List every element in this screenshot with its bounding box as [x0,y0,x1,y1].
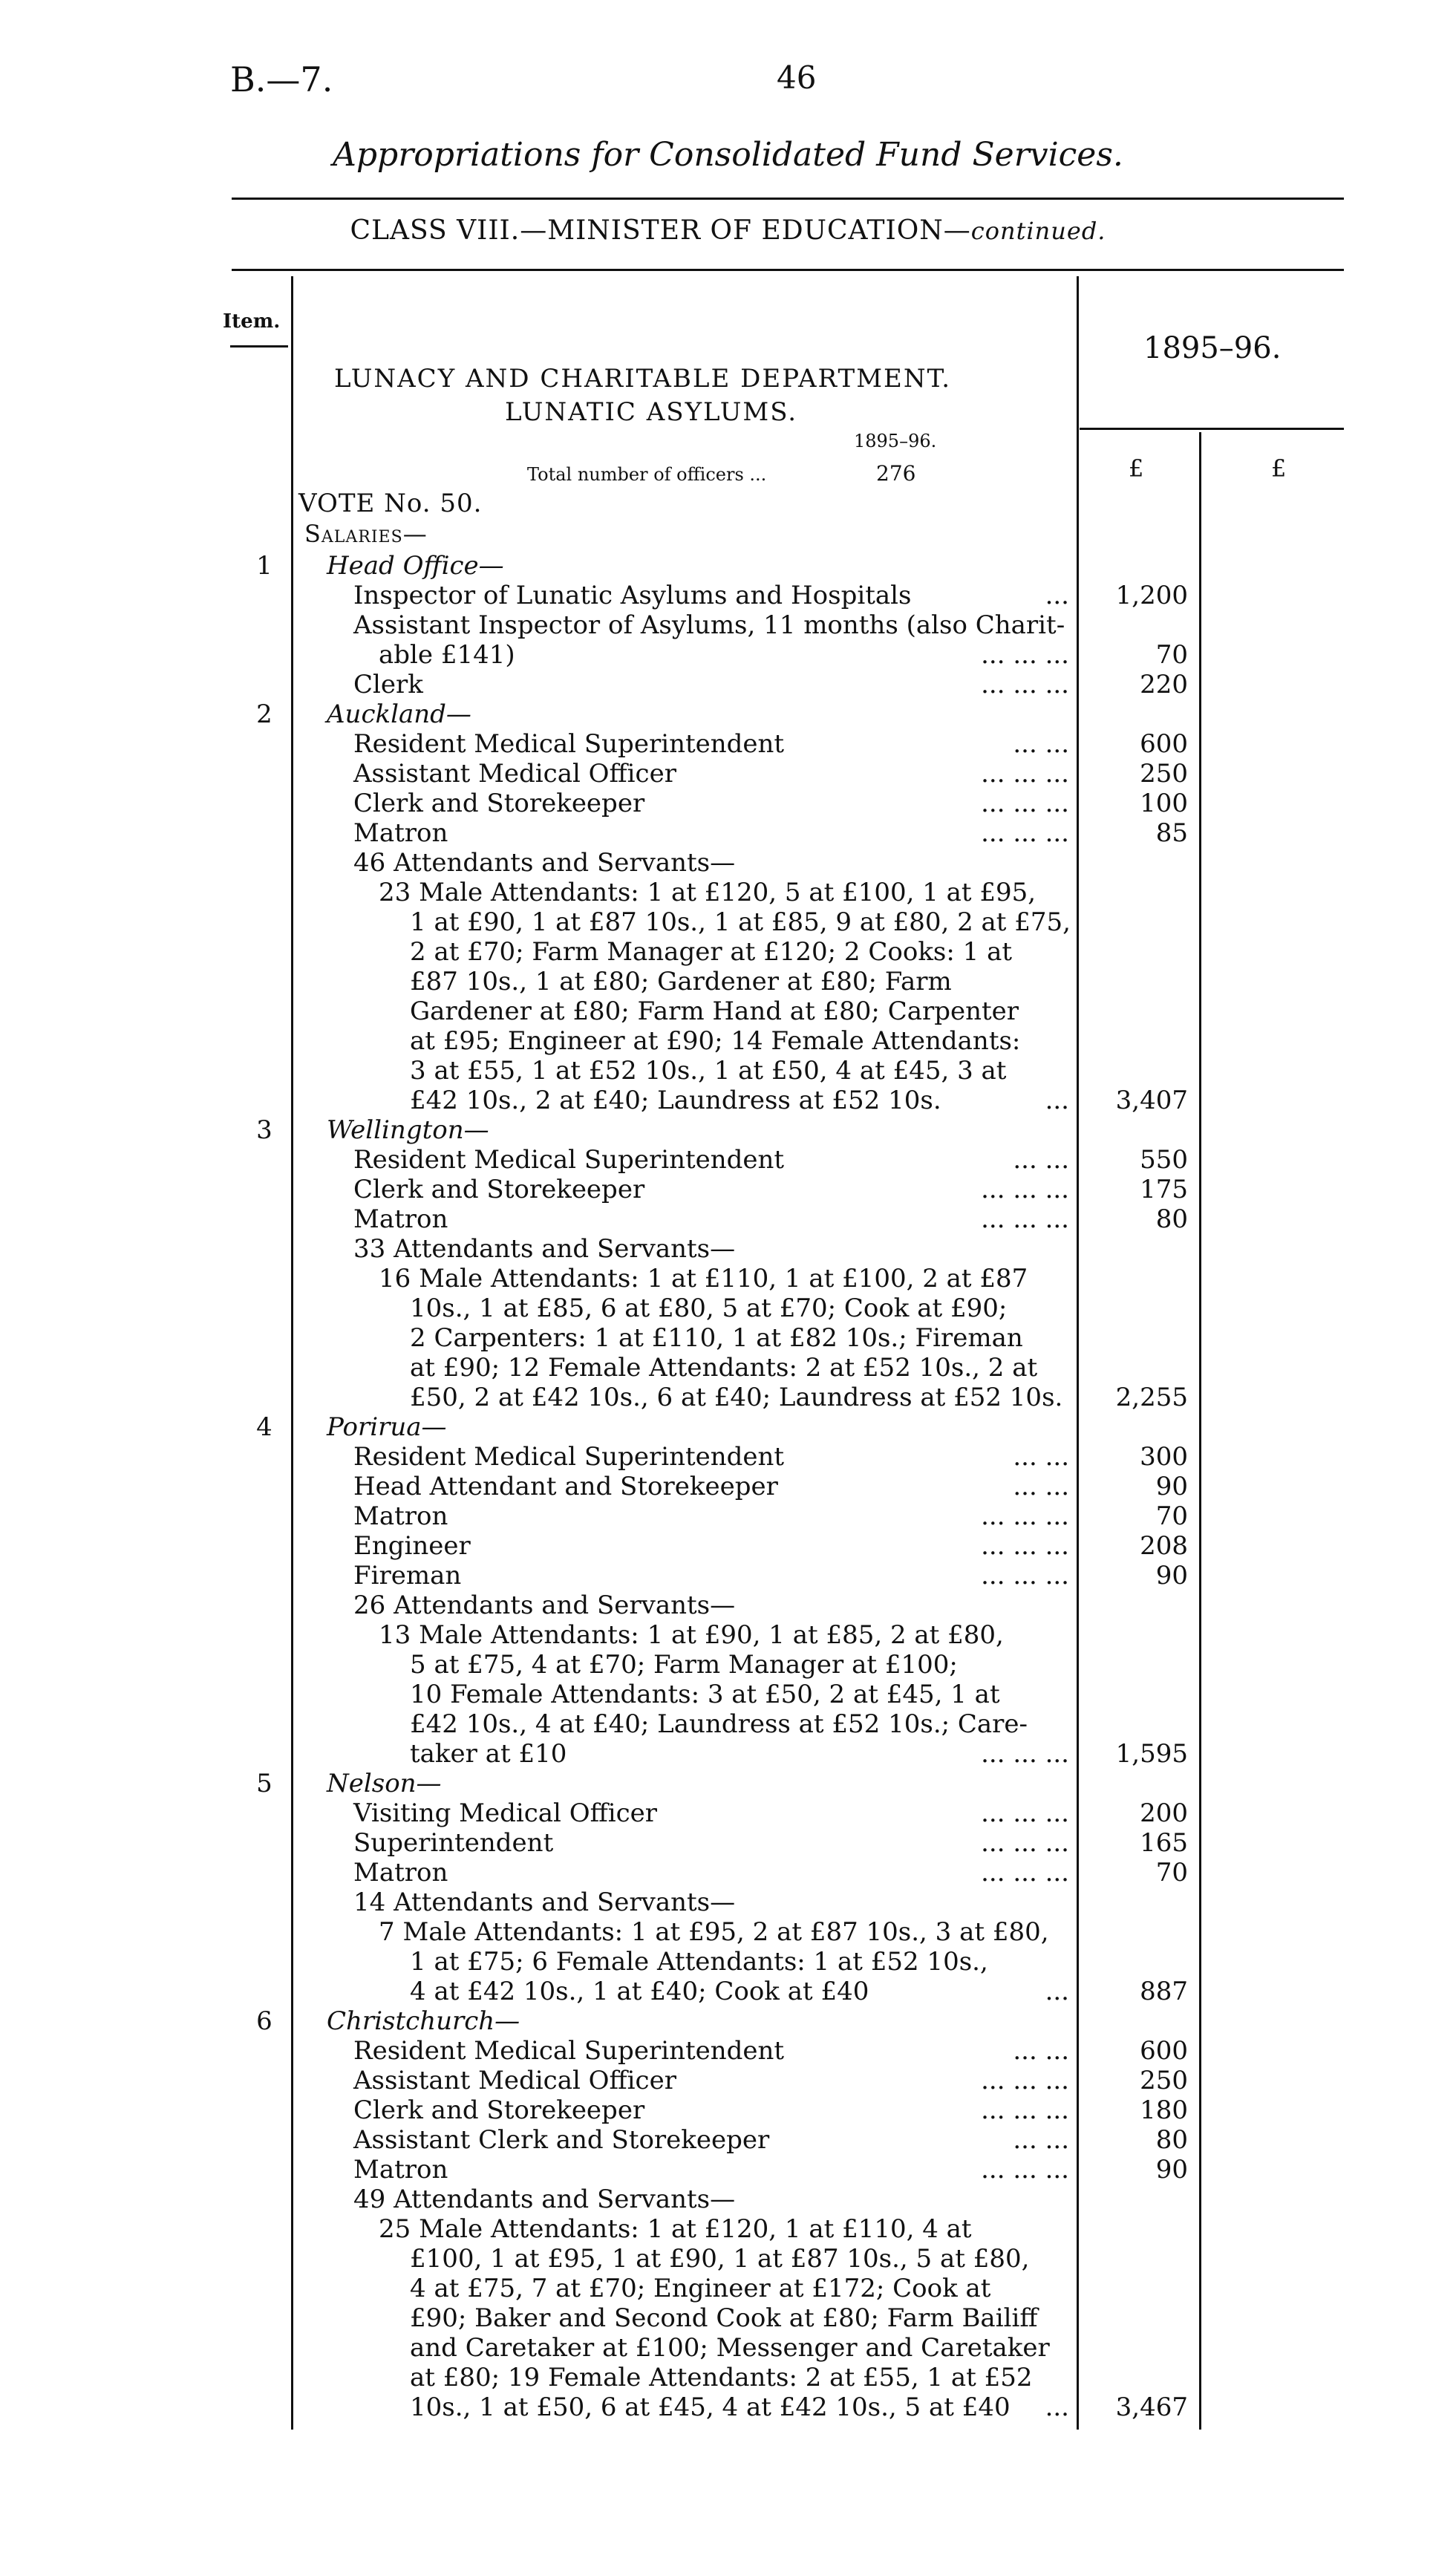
line-item-amount: 85 [1155,818,1188,848]
line-item-description: Assistant Clerk and Storekeeper [353,2125,770,2155]
line-item-row [0,1917,1456,1947]
line-item-amount: 70 [1155,1858,1188,1888]
currency-header-1: £ [1129,454,1144,483]
line-item-amount: 208 [1140,1531,1188,1561]
line-item-description: 33 Attendants and Servants— [353,1234,736,1264]
line-item-amount: 80 [1155,2125,1188,2155]
leader-dots: ... ... ... [981,2095,1069,2125]
line-item-row [0,1531,1456,1561]
line-item-row [0,1561,1456,1591]
currency-header-2: £ [1271,454,1287,483]
line-item-row [0,670,1456,699]
asylum-heading: Nelson— [327,1769,442,1798]
line-item-description: 2 Carpenters: 1 at £110, 1 at £82 10s.; Fireman [410,1323,1023,1353]
leader-dots: ... ... [1013,2036,1069,2066]
line-item-description: Clerk and Storekeeper [353,789,645,818]
page-number: 46 [777,59,817,96]
document-code: B.—7. [230,59,333,99]
leader-dots: ... ... ... [981,1739,1069,1769]
line-item-row [0,789,1456,818]
line-item-description: 2 at £70; Farm Manager at £120; 2 Cooks: 1 at [410,937,1013,967]
leader-dots: ... ... [1013,2125,1069,2155]
line-item-description: at £95; Engineer at £90; 14 Female Attendants: [410,1026,1021,1056]
line-item-description: 10s., 1 at £85, 6 at £80, 5 at £70; Cook at £90; [410,1293,1008,1323]
line-item-amount: 100 [1140,789,1188,818]
line-item-description: 5 at £75, 4 at £70; Farm Manager at £100; [410,1650,958,1680]
item-number: 3 [256,1115,272,1145]
line-item-row [0,937,1456,967]
line-item-row [0,729,1456,759]
line-item-row [0,1769,1456,1798]
item-number: 6 [256,2006,272,2036]
line-item-row [0,1412,1456,1442]
line-item-description: 4 at £75, 7 at £70; Engineer at £172; Cook at [410,2274,991,2303]
line-item-description: 26 Attendants and Servants— [353,1591,736,1620]
line-item-row [0,1977,1456,2006]
line-item-amount: 3,467 [1115,2392,1188,2422]
line-item-description: 3 at £55, 1 at £52 10s., 1 at £50, 4 at £45, 3 at [410,1056,1007,1086]
line-item-description: Resident Medical Superintendent [353,1442,785,1472]
line-item-row [0,1472,1456,1501]
line-item-description: £42 10s., 4 at £40; Laundress at £52 10s.; Care- [410,1709,1028,1739]
line-item-description: Assistant Medical Officer [353,759,676,789]
line-item-description: 16 Male Attendants: 1 at £110, 1 at £100, 2 at £87 [379,1264,1028,1293]
department-heading: LUNACY AND CHARITABLE DEPARTMENT. [334,364,952,394]
leader-dots: ... ... ... [981,818,1069,848]
line-item-row [0,2392,1456,2422]
line-item-description: Matron [353,1204,448,1234]
leader-dots: ... ... ... [981,1828,1069,1858]
line-item-description: at £90; 12 Female Attendants: 2 at £52 10s., 2 at [410,1353,1038,1383]
line-item-row [0,1858,1456,1888]
line-item-amount: 70 [1155,640,1188,670]
line-item-row [0,551,1456,581]
line-item-row [0,848,1456,878]
leader-dots: ... ... ... [981,1858,1069,1888]
line-item-row [0,1056,1456,1086]
line-item-description: and Caretaker at £100; Messenger and Caretaker [410,2333,1050,2363]
asylum-heading: Head Office— [327,551,504,581]
line-item-row [0,818,1456,848]
line-item-row [0,1888,1456,1917]
line-item-row [0,1026,1456,1056]
line-item-description: Resident Medical Superintendent [353,2036,785,2066]
subdepartment-heading: LUNATIC ASYLUMS. [505,397,798,427]
line-item-row [0,1501,1456,1531]
line-item-amount: 70 [1155,1501,1188,1531]
leader-dots: ... ... [1013,1442,1069,1472]
leader-dots: ... ... ... [981,1204,1069,1234]
top-rule [232,198,1344,200]
leader-dots: ... ... [1013,1472,1069,1501]
asylum-heading: Porirua— [327,1412,447,1442]
officers-label: Total number of officers ... [527,464,767,485]
line-item-description: Inspector of Lunatic Asylums and Hospitals [353,581,912,610]
line-item-description: 7 Male Attendants: 1 at £95, 2 at £87 10s., 3 at £80, [379,1917,1049,1947]
line-item-description: Engineer [353,1531,471,1561]
line-item-description: 10 Female Attendants: 3 at £50, 2 at £45, 1 at [410,1680,1000,1709]
line-item-amount: 250 [1140,2066,1188,2095]
asylum-heading: Wellington— [327,1115,489,1145]
line-item-description: Visiting Medical Officer [353,1798,658,1828]
year-column-header: 1895–96. [1143,331,1282,365]
officers-year: 1895–96. [854,431,937,451]
line-item-description: 23 Male Attendants: 1 at £120, 5 at £100, 1 at £95, [379,878,1036,907]
class-heading-main: CLASS VIII.—MINISTER OF EDUCATION— [350,215,971,246]
line-item-description: 13 Male Attendants: 1 at £90, 1 at £85, 2 at £80, [379,1620,1004,1650]
line-item-amount: 90 [1155,1561,1188,1591]
line-item-row [0,2185,1456,2214]
line-item-amount: 887 [1140,1977,1188,2006]
line-item-row [0,1620,1456,1650]
line-item-row [0,2095,1456,2125]
line-item-amount: 300 [1140,1442,1188,1472]
line-item-description: Matron [353,1858,448,1888]
line-item-row [0,1264,1456,1293]
line-item-row [0,1798,1456,1828]
line-item-amount: 220 [1140,670,1188,699]
line-item-amount: 180 [1140,2095,1188,2125]
line-item-row [0,1293,1456,1323]
leader-dots: ... ... ... [981,1798,1069,1828]
leader-dots: ... ... ... [981,1531,1069,1561]
page-title: Appropriations for Consolidated Fund Services. [333,136,1123,174]
leader-dots: ... [1045,1977,1069,2006]
line-item-amount: 200 [1140,1798,1188,1828]
item-header-rule [230,345,288,348]
line-item-description: £42 10s., 2 at £40; Laundress at £52 10s. [410,1086,941,1115]
leader-dots: ... ... ... [981,1175,1069,1204]
line-item-description: £87 10s., 1 at £80; Gardener at £80; Farm [410,967,952,996]
line-item-amount: 550 [1140,1145,1188,1175]
class-heading-suffix: continued. [970,217,1106,245]
line-item-row [0,610,1456,640]
line-item-row [0,1383,1456,1412]
line-item-amount: 2,255 [1115,1383,1188,1412]
leader-dots: ... ... ... [981,759,1069,789]
line-item-description: 1 at £75; 6 Female Attendants: 1 at £52 10s., [410,1947,988,1977]
line-item-description: £90; Baker and Second Cook at £80; Farm Bailiff [410,2303,1038,2333]
line-item-description: Assistant Medical Officer [353,2066,676,2095]
line-item-description: 1 at £90, 1 at £87 10s., 1 at £85, 9 at £80, 2 at £75, [410,907,1071,937]
line-item-amount: 250 [1140,759,1188,789]
line-item-row [0,2214,1456,2244]
line-item-row [0,759,1456,789]
line-item-description: able £141) [379,640,515,670]
line-item-row [0,1234,1456,1264]
line-item-description: Gardener at £80; Farm Hand at £80; Carpenter [410,996,1019,1026]
line-item-row [0,2006,1456,2036]
line-item-row [0,1680,1456,1709]
line-item-row [0,1650,1456,1680]
line-item-row [0,878,1456,907]
leader-dots: ... ... ... [981,1501,1069,1531]
line-item-description: 25 Male Attendants: 1 at £120, 1 at £110, 4 at [379,2214,972,2244]
line-item-amount: 600 [1140,729,1188,759]
leader-dots: ... ... ... [981,2155,1069,2185]
line-item-description: 49 Attendants and Servants— [353,2185,736,2214]
item-column-header: Item. [223,310,281,333]
item-number: 4 [256,1412,272,1442]
officers-count: 276 [876,461,916,486]
line-item-row [0,1323,1456,1353]
item-number: 2 [256,699,272,729]
line-item-description: Assistant Inspector of Asylums, 11 months (also Charit- [353,610,1065,640]
line-item-row [0,640,1456,670]
leader-dots: ... [1045,581,1069,610]
line-item-description: Head Attendant and Storekeeper [353,1472,778,1501]
line-item-description: 4 at £42 10s., 1 at £40; Cook at £40 [410,1977,869,2006]
line-item-row [0,1145,1456,1175]
line-item-row [0,2303,1456,2333]
line-item-amount: 1,595 [1115,1739,1188,1769]
line-item-description: Matron [353,1501,448,1531]
line-item-row [0,996,1456,1026]
line-item-row [0,2274,1456,2303]
year-header-rule [1080,428,1344,430]
line-item-description: Superintendent [353,1828,554,1858]
line-item-amount: 3,407 [1115,1086,1188,1115]
line-item-row [0,1947,1456,1977]
leader-dots: ... ... ... [981,640,1069,670]
line-item-description: £50, 2 at £42 10s., 6 at £40; Laundress at £52 10s. [410,1383,1063,1412]
leader-dots: ... ... ... [981,1561,1069,1591]
leader-dots: ... ... ... [981,2066,1069,2095]
line-item-description: Clerk and Storekeeper [353,2095,645,2125]
salaries-heading: Salaries— [304,520,428,548]
line-item-row [0,1086,1456,1115]
line-item-description: Resident Medical Superintendent [353,729,785,759]
line-item-amount: 90 [1155,2155,1188,2185]
leader-dots: ... [1045,1086,1069,1115]
line-item-row [0,1442,1456,1472]
item-number: 5 [256,1769,272,1798]
line-item-description: Fireman [353,1561,462,1591]
line-item-description: Matron [353,2155,448,2185]
line-item-description: Clerk and Storekeeper [353,1175,645,1204]
asylum-heading: Auckland— [327,699,471,729]
line-item-amount: 80 [1155,1204,1188,1234]
line-item-row [0,2036,1456,2066]
vote-heading: VOTE No. 50. [298,489,483,518]
class-heading [0,215,1456,246]
line-item-row [0,2333,1456,2363]
line-item-row [0,2363,1456,2392]
line-item-description: 14 Attendants and Servants— [353,1888,736,1917]
line-item-row [0,2155,1456,2185]
line-item-row [0,1739,1456,1769]
line-item-row [0,1204,1456,1234]
line-item-row [0,1115,1456,1145]
leader-dots: ... ... [1013,1145,1069,1175]
line-item-amount: 600 [1140,2036,1188,2066]
line-item-amount: 175 [1140,1175,1188,1204]
line-item-row [0,1175,1456,1204]
item-number: 1 [256,551,272,581]
line-item-row [0,1353,1456,1383]
line-item-row [0,1591,1456,1620]
line-item-amount: 90 [1155,1472,1188,1501]
line-item-amount: 165 [1140,1828,1188,1858]
line-item-description: taker at £10 [410,1739,567,1769]
line-item-row [0,1709,1456,1739]
line-item-amount: 1,200 [1115,581,1188,610]
leader-dots: ... ... ... [981,789,1069,818]
line-item-row [0,581,1456,610]
line-item-description: 10s., 1 at £50, 6 at £45, 4 at £42 10s., 5 at £40 [410,2392,1011,2422]
line-item-description: at £80; 19 Female Attendants: 2 at £55, 1 at £52 [410,2363,1033,2392]
line-item-description: Matron [353,818,448,848]
line-item-description: Clerk [353,670,423,699]
line-item-row [0,967,1456,996]
line-item-row [0,2125,1456,2155]
table-top-rule [232,269,1344,271]
line-item-row [0,907,1456,937]
line-item-description: 46 Attendants and Servants— [353,848,736,878]
line-item-row [0,2066,1456,2095]
asylum-heading: Christchurch— [327,2006,520,2036]
line-item-description: Resident Medical Superintendent [353,1145,785,1175]
line-item-row [0,699,1456,729]
line-item-description: £100, 1 at £95, 1 at £90, 1 at £87 10s., 5 at £80, [410,2244,1030,2274]
leader-dots: ... ... [1013,729,1069,759]
leader-dots: ... [1045,2392,1069,2422]
leader-dots: ... ... ... [981,670,1069,699]
line-item-row [0,2244,1456,2274]
line-item-row [0,1828,1456,1858]
